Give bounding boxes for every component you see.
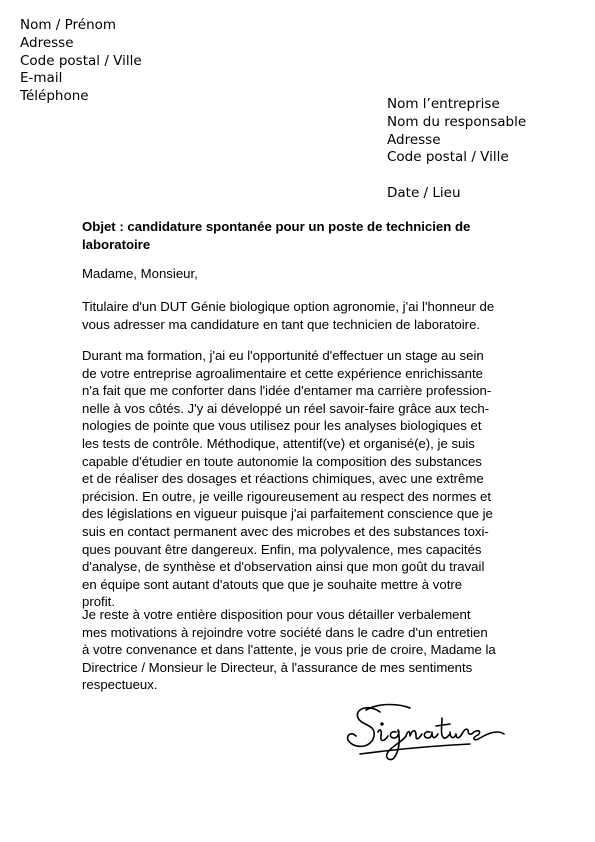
paragraph-line: suis en contact permanent avec des microbes et des substances toxi- [82, 523, 489, 539]
paragraph-line: Directrice / Monsieur le Directeur, à l'assurance de mes sentiments [82, 659, 473, 675]
handwritten-signature [340, 694, 510, 774]
recipient-postal-city: Code postal / Ville [387, 149, 509, 166]
date-place [387, 185, 461, 203]
paragraph-line: Titulaire d'un DUT Génie biologique option agronomie, j'ai l'honneur de [82, 299, 495, 314]
paragraph-line: de votre entreprise agroalimentaire et cette expérience enrichissante [82, 365, 483, 381]
paragraph-line: capable d'étudier en toute autonomie la composition des substances [82, 453, 482, 469]
recipient-address: Adresse [387, 131, 441, 148]
paragraph-line: précision. En outre, je veille rigoureusement au respect des normes et [82, 488, 492, 504]
paragraph-line: respectueux. [82, 677, 158, 693]
paragraph-line: et de réaliser des dosages et réactions chimiques, avec une extrême [82, 471, 484, 487]
paragraph-line: les tests de contrôle. Méthodique, attentif(ve) et organisé(e), je suis [82, 435, 475, 451]
paragraph-line: profit. [82, 594, 115, 610]
paragraph-closing [82, 606, 522, 694]
salutation: Madame, Monsieur, [82, 266, 198, 281]
paragraph-line: ques pouvant être dangereux. Enfin, ma polyvalence, mes capacités [82, 541, 482, 557]
paragraph-line: nelle à vos côtés. J'y ai développé un réel savoir-faire grâce aux tech- [82, 400, 490, 416]
signature-drawing [340, 694, 510, 774]
subject-line-2: laboratoire [82, 236, 151, 252]
recipient-block [387, 96, 526, 167]
date-place-text: Date / Lieu [387, 185, 461, 201]
sender-block [20, 17, 142, 106]
paragraph-line: d'analyse, de synthèse et d'observation ainsi que mon goût du travail [82, 559, 485, 575]
recipient-manager: Nom du responsable [387, 113, 527, 130]
paragraph-line: en équipe sont autant d'atouts que que je souhaite mettre à votre [82, 576, 463, 592]
paragraph-line: vous adresser ma candidature en tant que technicien de laboratoire. [82, 316, 481, 332]
sender-postal-city: Code postal / Ville [20, 52, 142, 69]
paragraph-line: nologies de pointe que vous utilisez pour les analyses biologiques et [82, 418, 482, 434]
paragraph-line: des législations en vigueur puisque j'ai parfaitement conscience que je [82, 506, 493, 522]
paragraph-line: Durant ma formation, j'ai eu l'opportunité d'effectuer un stage au sein [82, 348, 484, 363]
recipient-company: Nom l’entreprise [387, 96, 500, 112]
sender-address: Adresse [20, 34, 74, 51]
paragraph-line: mes motivations à rejoindre votre société dans le cadre d'un entretien [82, 624, 488, 640]
subject-line-1: Objet : candidature spontanée pour un poste de technicien de [82, 219, 471, 234]
paragraph-line: Je reste à votre entière disposition pour vous détailler verbalement [82, 607, 471, 622]
sender-email: E-mail [20, 70, 63, 87]
sender-phone: Téléphone [20, 88, 89, 105]
sender-name: Nom / Prénom [20, 17, 117, 33]
paragraph-line: à votre convenance et dans l'attente, je vous prie de croire, Madame la [82, 642, 496, 658]
paragraph-experience [82, 347, 522, 611]
paragraph-intro [82, 298, 522, 333]
subject-line [82, 218, 502, 253]
paragraph-line: n'a fait que me conforter dans l'idée d'entamer ma carrière profession- [82, 383, 492, 399]
